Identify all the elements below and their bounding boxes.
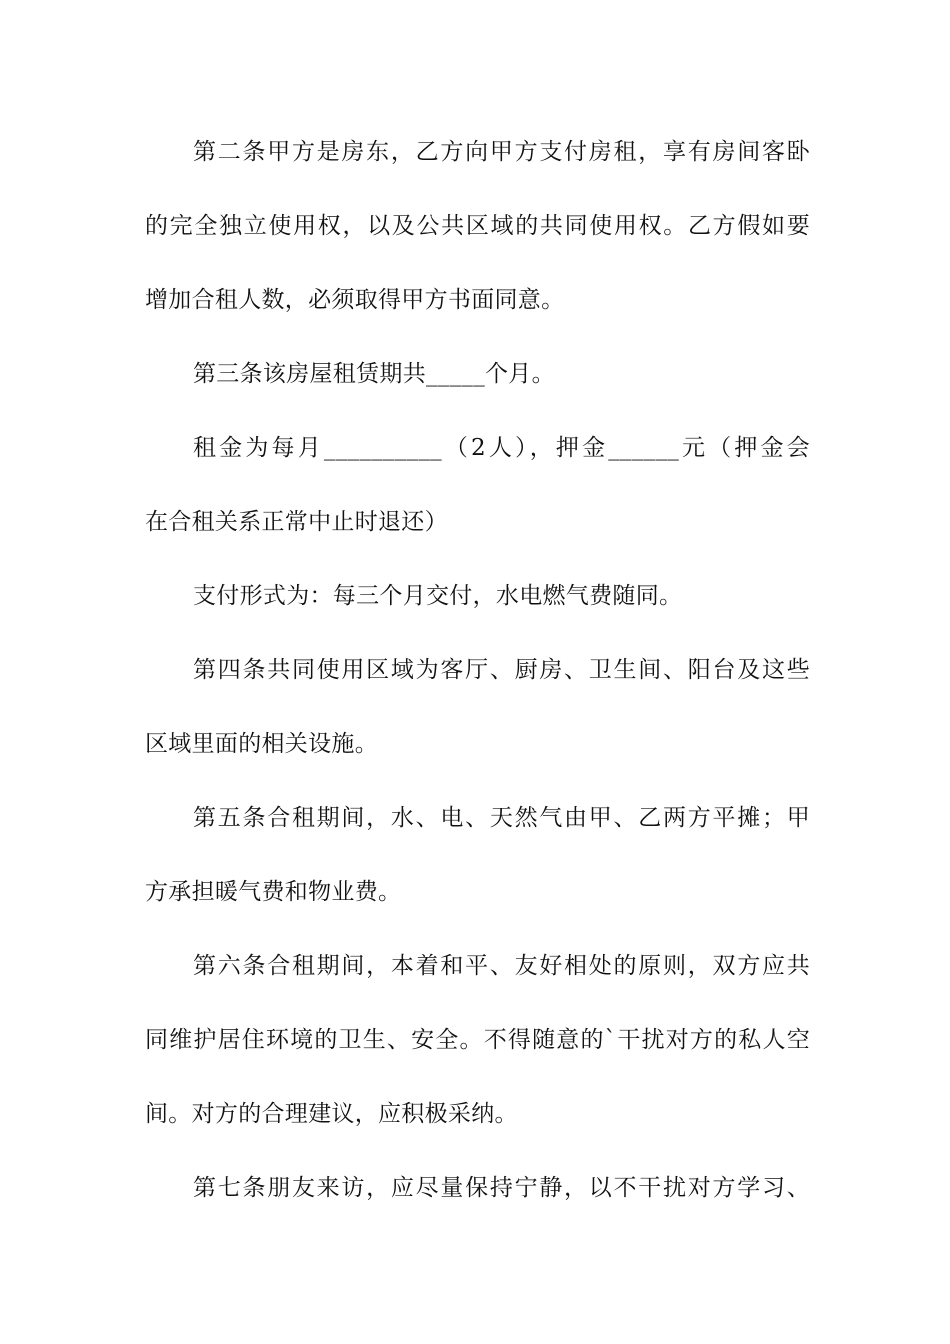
rent-deposit-line-2: 在合租关系正常中止时退还） [145,509,448,535]
article-3-line-1: 第三条该房屋租赁期共_____个月。 [193,361,555,387]
article-2-line-2: 的完全独立使用权，以及公共区域的共同使用权。乙方假如要 [145,213,810,239]
rent-deposit-line-1: 租金为每月__________（2人），押金______元（押金会 [193,435,810,461]
article-7-line-1: 第七条朋友来访，应尽量保持宁静，以不干扰对方学习、 [193,1175,810,1201]
article-5-line-2: 方承担暖气费和物业费。 [145,879,402,905]
payment-method-line: 支付形式为：每三个月交付，水电燃气费随同。 [193,583,683,609]
article-5-line-1: 第五条合租期间，水、电、天然气由甲、乙两方平摊；甲 [193,805,810,831]
article-2-line-1: 第二条甲方是房东，乙方向甲方支付房租，享有房间客卧 [193,139,810,165]
article-4-line-2: 区域里面的相关设施。 [145,731,378,757]
article-2-line-3: 增加合租人数，必须取得甲方书面同意。 [145,287,565,313]
article-6-line-3: 间。对方的合理建议，应积极采纳。 [145,1101,518,1127]
article-6-line-2: 同维护居住环境的卫生、安全。不得随意的`干扰对方的私人空 [145,1027,810,1053]
article-4-line-1: 第四条共同使用区域为客厅、厨房、卫生间、阳台及这些 [193,657,810,683]
article-6-line-1: 第六条合租期间，本着和平、友好相处的原则，双方应共 [193,953,810,979]
